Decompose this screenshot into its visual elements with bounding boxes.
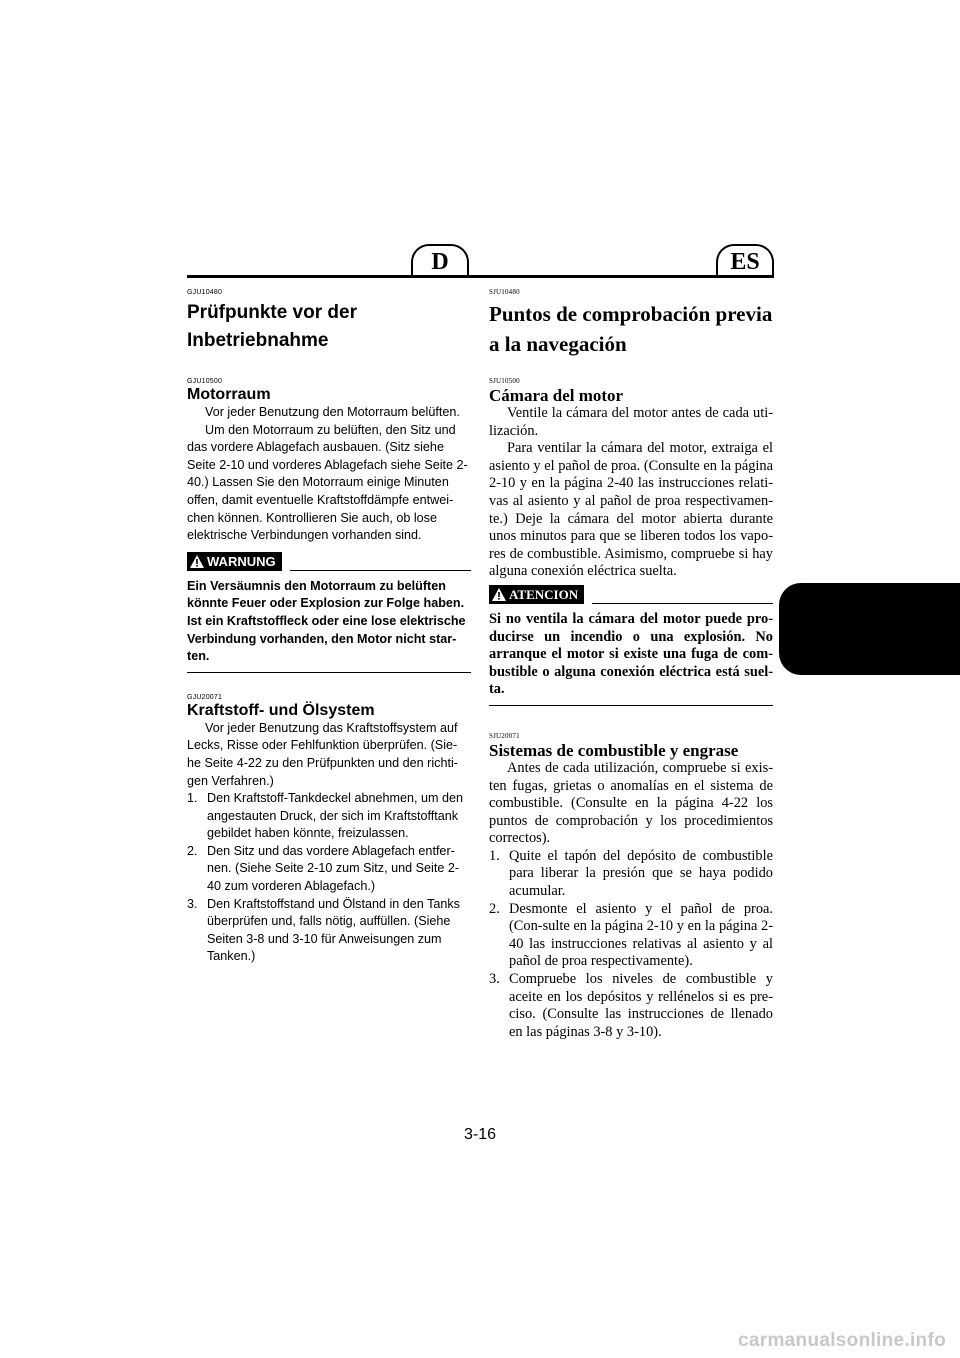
section-code: SJU10500 — [489, 377, 520, 385]
chapter-tab — [779, 583, 960, 675]
steps-list — [489, 848, 773, 1042]
list-item: 1. Quite el tapón del depósito de combustible para liberar la presión que se haya podido acumular. — [489, 847, 773, 900]
page-number: 3-16 — [463, 1126, 497, 1143]
list-item: 1. Den Kraftstoff-Tankdeckel abnehmen, um den angestauten Druck, der sich im Kraftstofftank gebildet haben könnte, freizulassen. — [187, 791, 463, 841]
warning-header — [489, 585, 773, 605]
watermark: carmanualsonline.info — [738, 1330, 946, 1351]
warning-label: ATENCION — [509, 586, 579, 602]
warning-text: Si no ventila la cámara del motor puede pro-ducirse un incendio o una explosión. No arranque el motor si existe una fuga de com-bustible o alguna conexión eléctrica está suel-ta. — [489, 610, 773, 698]
section-code: SJU10480 — [489, 288, 520, 296]
german-column — [187, 288, 471, 966]
warning-text: Ein Versäumnis den Motorraum zu belüften könnte Feuer oder Explosion zur Folge haben. Ist ein Kraftstoffleck oder eine lose elektrische Verbindung vorhanden, den Motor nicht star-ten. — [187, 578, 466, 664]
page-title: Prüfpunkte vor der Inbetriebnahme — [187, 302, 357, 351]
warning-label: WARNUNG — [207, 554, 276, 570]
steps-list — [187, 790, 471, 966]
section-heading-motor: Motorraum — [187, 386, 271, 403]
list-item: 2. Desmonte el asiento y el pañol de proa. (Con-sulte en la página 2-10 y en la página 2-40 las instrucciones relativas al asiento y al pañol de proa respectivamente). — [489, 900, 773, 970]
paragraph: Vor jeder Benutzung das Kraftstoffsystem auf Lecks, Risse oder Fehlfunktion überprüfen. (Sie-he Seite 4-22 zu den Prüfpunkten und den richti-gen Verfahren.) — [187, 720, 458, 788]
paragraph: Antes de cada utilización, compruebe si exis-ten fugas, grietas o anomalías en el sistema de combustible. (Consulte en la página 4-22 los puntos de comprobación y los procedimientos correctos). — [489, 759, 773, 847]
header-rule — [187, 275, 774, 278]
section-code: GJU10480 — [187, 289, 223, 296]
section-code: GJU20071 — [187, 693, 223, 701]
paragraph: Um den Motorraum zu belüften, den Sitz und das vordere Ablagefach ausbauen. (Sitz siehe Seite 2-10 und vorderes Ablagefach siehe Seite 2-40.) Lassen Sie den Motorraum einige Minuten offen, damit eventuelle Kraftstoffdämpfe entwei-chen können. Kontrollieren Sie auch, ob lose elektrische Verbindungen vorhanden sind. — [187, 422, 468, 543]
paragraph: Vor jeder Benutzung den Motorraum belüften. — [205, 405, 460, 419]
warning-triangle-icon — [492, 588, 506, 601]
warning-header — [187, 552, 471, 572]
language-badge-es: ES — [716, 244, 774, 277]
list-item: 3. Compruebe los niveles de combustible y aceite en los depósitos y rellénelos si es pre-ciso. (Consulte las instrucciones de llenado en las páginas 3-8 y 3-10). — [489, 971, 773, 1040]
warning-badge — [489, 585, 584, 604]
spanish-column — [489, 288, 773, 1041]
language-badge-de: D — [411, 244, 469, 277]
page-title: Puntos de comprobación previa a la navegación — [489, 302, 773, 356]
list-item: 3. Den Kraftstoffstand und Ölstand in den Tanks überprüfen und, falls nötig, auffüllen. (Siehe Seiten 3-8 und 3-10 für Anweisungen zum Tanken.) — [187, 896, 460, 964]
paragraph: Para ventilar la cámara del motor, extraiga el asiento y el pañol de proa. (Consulte en la página 2-10 y en la página 2-40 las instrucciones relati-vas al asiento y al pañol de proa respectivamen-te.) Deje la cámara del motor abierta durante unos minutos para que se liberen todos los vapo-res de combustible. Asimismo, compruebe si hay alguna conexión eléctrica suelta. — [489, 440, 773, 580]
section-code: GJU10500 — [187, 378, 223, 385]
warning-rule — [592, 603, 773, 604]
warning-rule — [290, 570, 471, 571]
section-heading-motor: Cámara del motor — [489, 386, 624, 405]
section-code: SJU20071 — [489, 731, 520, 740]
section-heading-fuel: Kraftstoff- und Ölsystem — [187, 701, 375, 719]
paragraph: Ventile la cámara del motor antes de cada uti-lización. — [489, 405, 773, 439]
warning-triangle-icon — [190, 555, 204, 568]
warning-badge — [187, 552, 282, 571]
list-item: 2. Den Sitz und das vordere Ablagefach entfer-nen. (Siehe Seite 2-10 zum Sitz, und Seite 2-40 zum vorderen Ablagefach.) — [187, 843, 460, 894]
section-heading-fuel: Sistemas de combustible y engrase — [489, 740, 739, 760]
